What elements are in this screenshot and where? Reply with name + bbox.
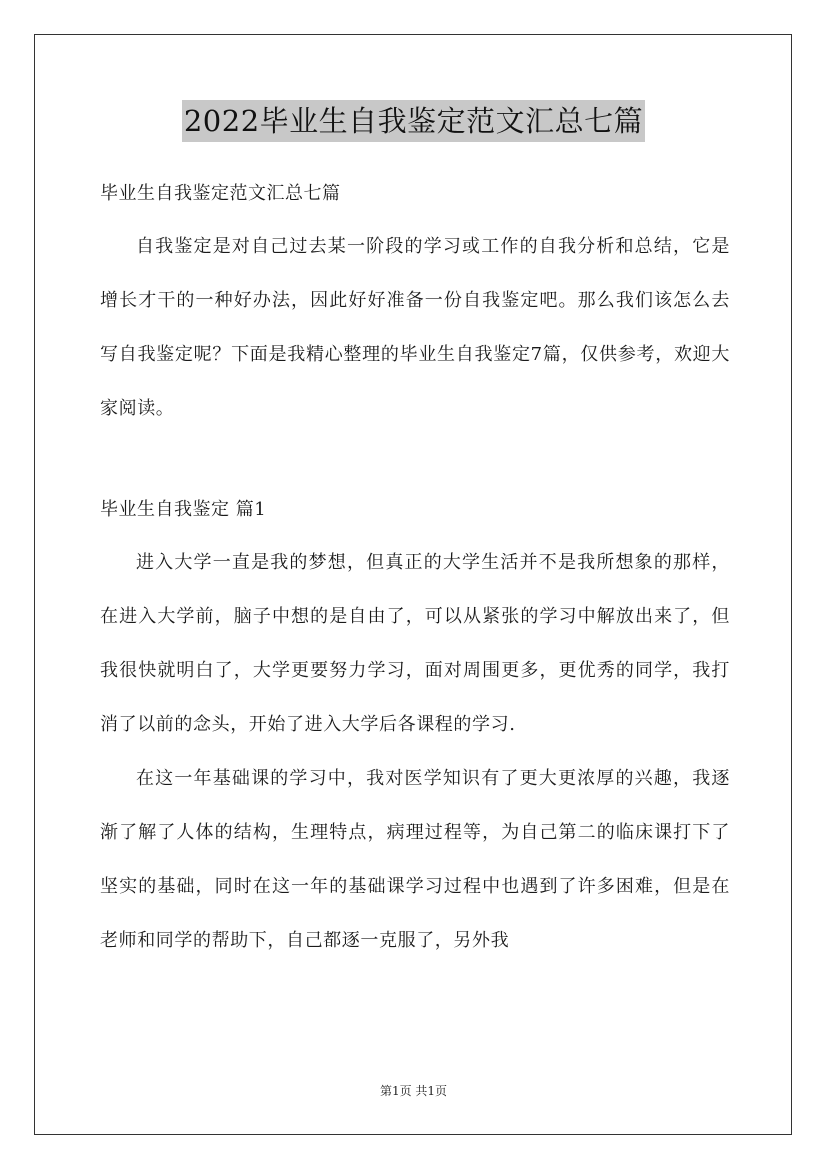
document-title: 2022毕业生自我鉴定范文汇总七篇	[182, 100, 645, 142]
document-body	[100, 168, 730, 968]
body-paragraph: 在这一年基础课的学习中，我对医学知识有了更大更浓厚的兴趣，我逐渐了解了人体的结构，生理特点，病理过程等，为自己第二的临床课打下了坚实的基础，同时在这一年的基础课学习过程中也遇到了许多困难，但是在老师和同学的帮助下，自己都逐一克服了，另外我	[100, 768, 730, 951]
page-number: 第1页 共1页	[379, 1084, 448, 1098]
title-container	[0, 100, 827, 142]
section-heading: 毕业生自我鉴定 篇1	[100, 499, 267, 520]
body-paragraph: 进入大学一直是我的梦想，但真正的大学生活并不是我所想象的那样，在进入大学前，脑子中想的是自由了，可以从紧张的学习中解放出来了，但我很快就明白了，大学更要努力学习，面对周围更多，更优秀的同学，我打消了以前的念头，开始了进入大学后各课程的学习.	[100, 552, 730, 735]
intro-paragraph: 自我鉴定是对自己过去某一阶段的学习或工作的自我分析和总结，它是增长才干的一种好办法，因此好好准备一份自我鉴定吧。那么我们该怎么去写自我鉴定呢？下面是我精心整理的毕业生自我鉴定7篇，仅供参考，欢迎大家阅读。	[100, 236, 730, 419]
section-gap	[100, 436, 730, 484]
page-footer	[0, 1082, 827, 1099]
document-subtitle: 毕业生自我鉴定范文汇总七篇	[100, 183, 341, 204]
